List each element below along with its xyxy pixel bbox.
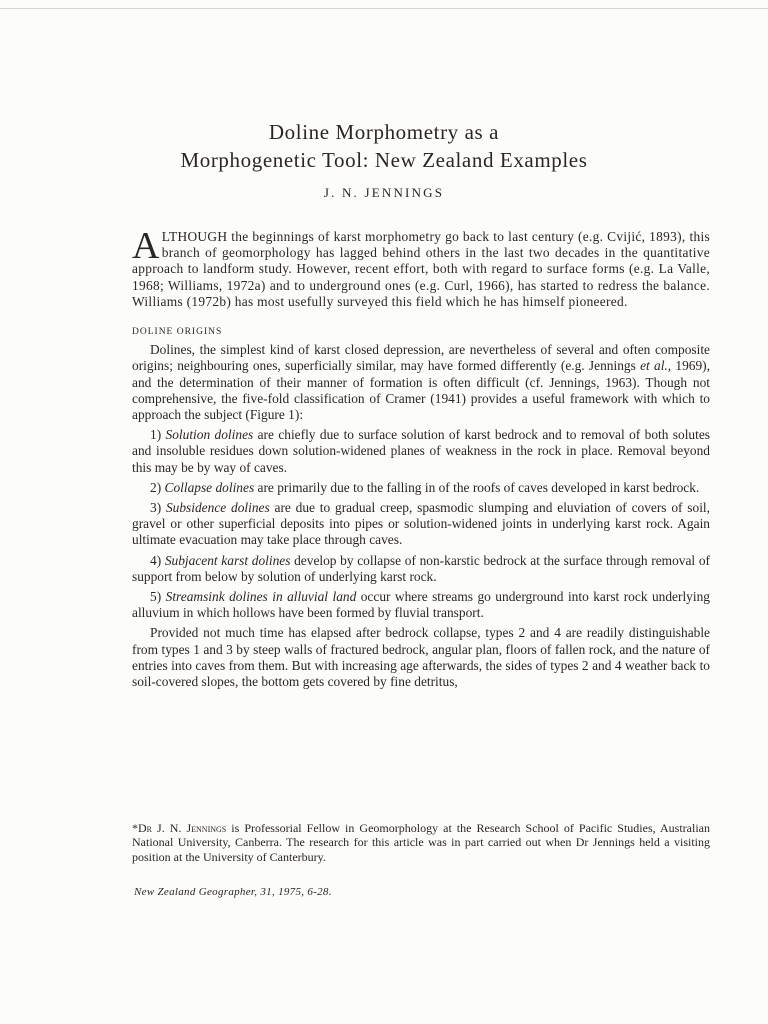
type-text: occur where streams go underground into karst rock underlying alluvium in which hollows have been formed by fluvial transport. [132, 589, 710, 621]
type-item-5 [132, 589, 710, 621]
intro-text: LTHOUGH the beginnings of karst morphometry go back to last century (e.g. Cvijić, 1893), this branch of geomorphology has lagged behind others in the last two decades in the quantitative approach to landform study. However, recent effort, both with regard to surface forms (e.g. La Valle, 1968; Williams, 1972a) and to underground ones (e.g. Curl, 1966), has started to redress the balance. Williams (1972b) has most usefully surveyed this field which he has himself pioneered. [132, 229, 710, 309]
section-heading: DOLINE ORIGINS [132, 327, 223, 338]
type-term: Solution dolines [165, 427, 254, 443]
type-text: develop by collapse of non-karstic bedrock at the surface through removal of support from below by solution of underlying karst rock. [132, 552, 710, 584]
type-number: 3) [150, 500, 162, 516]
scan-edge-line [0, 8, 768, 9]
section-paragraph-text-2: , 1969), and the determination of their manner of formation is often difficult (cf. Jennings, 1963). Though not comprehensive, the five-fold classification of Cramer (1941) provides a useful framework with which to approach the subject (Figure 1): [132, 358, 710, 423]
type-number: 1) [150, 427, 162, 443]
type-number: 5) [150, 589, 162, 605]
type-term: Collapse dolines [164, 479, 255, 495]
type-text: are chiefly due to surface solution of karst bedrock and to removal of both solutes and insoluble residues down solution-widened planes of weakness in the rock in place. Removal beyond this may be by way of caves. [132, 427, 710, 475]
closing-paragraph: Provided not much time has elapsed after bedrock collapse, types 2 and 4 are readily distinguishable from types 1 and 3 by steep walls of fractured bedrock, angular plan, floors of fallen rock, and the nature of entries into caves from them. But with increasing age afterwards, the sides of types 2 and 4 weather back to soil-covered slopes, the bottom gets covered by fine detritus, [132, 625, 710, 690]
type-text: are due to gradual creep, spasmodic slumping and eluviation of covers of soil, gravel or other superficial deposits into pipes or solution-widened joints in underlying karst rock. Again ultimate evacuation may take place through caves. [132, 500, 710, 548]
footnote-text: is Professorial Fellow in Geomorphology at the Research School of Pacific Studies, Australian National University, Canberra. The research for this article was in part carried out when Dr Jennings held a visiting position at the University of Canterbury. [132, 821, 710, 864]
article-title-line-2: Morphogenetic Tool: New Zealand Examples [180, 148, 588, 172]
author-name: J. N. JENNINGS [323, 185, 445, 200]
article-body [132, 225, 710, 690]
footnote-author: Dr J. N. Jennings [138, 821, 227, 835]
type-item-2 [132, 480, 710, 496]
type-term: Streamsink dolines in alluvial land [165, 589, 357, 605]
type-item-1 [132, 427, 710, 476]
intro-paragraph [132, 225, 710, 310]
drop-cap: A [132, 225, 160, 267]
section-paragraph-italic: et al. [640, 358, 668, 374]
section-paragraph [132, 342, 710, 423]
type-item-4 [132, 553, 710, 585]
type-text: are primarily due to the falling in of the roofs of caves developed in karst bedrock. [254, 479, 700, 495]
journal-citation: New Zealand Geographer, 31, 1975, 6-28. [134, 886, 332, 898]
author-footnote [132, 821, 710, 864]
type-term: Subsidence dolines [165, 500, 270, 516]
section-paragraph-text-1: Dolines, the simplest kind of karst closed depression, are nevertheless of several and often composite origins; neighbouring ones, superficially similar, may have formed differently (e.g. Jennings [132, 342, 710, 374]
type-term: Subjacent karst dolines [164, 552, 291, 568]
footnote-mark: * [132, 821, 138, 835]
type-item-3 [132, 500, 710, 549]
type-number: 2) [150, 479, 162, 495]
article-title-line-1: Doline Morphometry as a [268, 120, 500, 144]
type-number: 4) [150, 552, 162, 568]
